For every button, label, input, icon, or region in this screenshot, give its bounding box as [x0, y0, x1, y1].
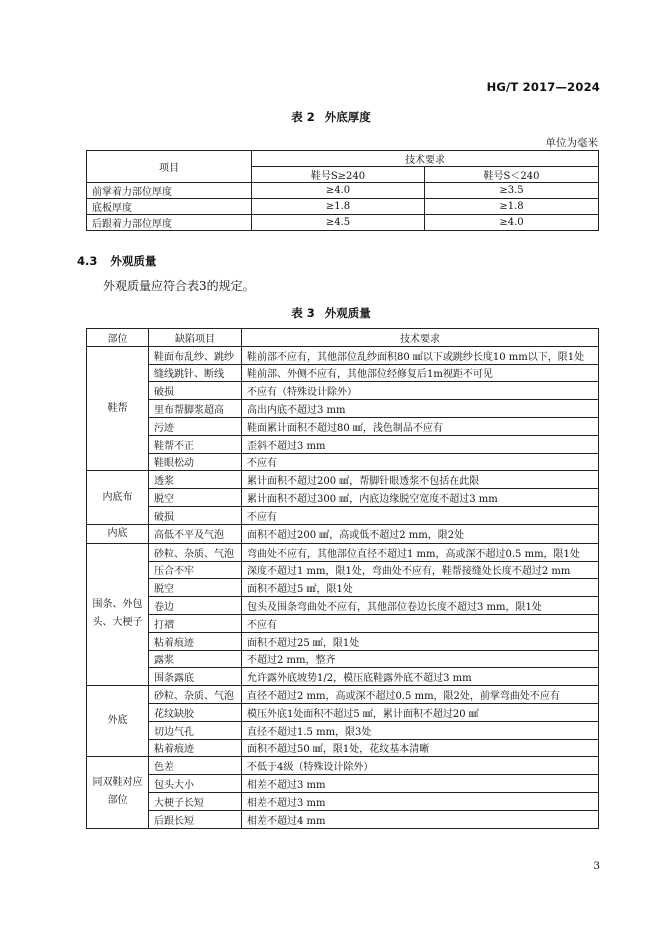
- table3-defect-cell: 粘着痕迹: [149, 739, 242, 757]
- table3-requirement-cell: 不应有: [242, 506, 599, 524]
- table-row: [87, 757, 599, 775]
- table3-requirement-cell: 面积不超过50 ㎟，限1处，花纹基本清晰: [242, 739, 599, 757]
- table3-defect-cell: 切边气孔: [149, 721, 242, 739]
- table3-requirement-cell: 包头及围条弯曲处不应有，其他部位卷边长度不超过3 mm，限1处: [242, 597, 599, 615]
- table-row: [87, 543, 599, 561]
- table3-requirement-cell: 不低于4级（特殊设计除外）: [242, 757, 599, 775]
- table2-header-a: 鞋号S≥240: [252, 167, 425, 183]
- table3-defect-cell: 花纹缺胶: [149, 703, 242, 721]
- table-row: [87, 346, 599, 364]
- table-row: [87, 400, 599, 418]
- table3-requirement-cell: 允许露外底坡势1/2，模压底鞋露外底不超过3 mm: [242, 668, 599, 686]
- table3: [86, 328, 599, 829]
- table3-requirement-cell: 面积不超过200 ㎟，高或低不超过2 mm，限2处: [242, 524, 599, 543]
- table-row: [87, 739, 599, 757]
- table2-header-b: 鞋号S＜240: [425, 167, 599, 183]
- table3-part-cell: 内底: [87, 524, 149, 543]
- table3-caption: [0, 305, 662, 321]
- table3-requirement-cell: 鞋面累计面积不超过80 ㎟，浅色制品不应有: [242, 417, 599, 435]
- table3-part-cell: 同双鞋对应部位: [87, 757, 149, 828]
- table3-requirement-cell: 鞋前部不应有，其他部位乱纱面积80 ㎟以下或跳纱长度10 mm以下，限1处: [242, 346, 599, 364]
- table3-requirement-cell: 面积不超过5 ㎟，限1处: [242, 579, 599, 597]
- table3-defect-cell: 包头大小: [149, 775, 242, 793]
- table3-defect-cell: 打褶: [149, 614, 242, 632]
- table2-unit: 单位为毫米: [545, 137, 598, 149]
- table2-caption-title: 外底厚度: [324, 110, 371, 124]
- table3-defect-cell: 里布帮脚浆超高: [149, 400, 242, 418]
- table3-defect-cell: 卷边: [149, 597, 242, 615]
- section-paragraph: 外观质量应符合表3的规定。: [103, 279, 255, 293]
- table-row: [87, 721, 599, 739]
- table-row: [87, 650, 599, 668]
- table3-defect-cell: 粘着痕迹: [149, 632, 242, 650]
- table3-defect-cell: 色差: [149, 757, 242, 775]
- table2-caption-number: 表 2: [291, 110, 315, 124]
- table3-defect-cell: 大梗子长短: [149, 792, 242, 810]
- table-row: [87, 453, 599, 471]
- table2-cell-a: ≥1.8: [252, 199, 425, 215]
- table2: [86, 150, 599, 231]
- table3-requirement-cell: 不应有: [242, 614, 599, 632]
- table-row: [87, 199, 599, 215]
- table2-cell-a: ≥4.5: [252, 215, 425, 231]
- table2-header-group: 技术要求: [252, 151, 599, 167]
- table3-defect-cell: 透浆: [149, 471, 242, 489]
- table3-requirement-cell: 相差不超过3 mm: [242, 792, 599, 810]
- standard-code: HG/T 2017—2024: [486, 80, 600, 94]
- table3-requirement-cell: 相差不超过3 mm: [242, 775, 599, 793]
- table3-defect-cell: 高低不平及气泡: [149, 524, 242, 543]
- table3-requirement-cell: 鞋前部、外侧不应有，其他部位经修复后1m视距不可见: [242, 364, 599, 382]
- table3-defect-cell: 鞋帮不正: [149, 435, 242, 453]
- table-row: [87, 215, 599, 231]
- table3-requirement-cell: 高出内底不超过3 mm: [242, 400, 599, 418]
- table3-defect-cell: 脱空: [149, 489, 242, 507]
- table3-defect-cell: 压合不牢: [149, 561, 242, 579]
- table-row: [87, 417, 599, 435]
- table3-requirement-cell: 不应有（特殊设计除外）: [242, 382, 599, 400]
- table3-part-cell: 内底布: [87, 471, 149, 524]
- table-row: [87, 668, 599, 686]
- table2-cell-b: ≥1.8: [425, 199, 599, 215]
- table3-requirement-cell: 模压外底1处面积不超过5 ㎟，累计面积不超过20 ㎟: [242, 703, 599, 721]
- table3-caption-number: 表 3: [291, 306, 315, 320]
- table3-requirement-cell: 相差不超过4 mm: [242, 810, 599, 828]
- table-row: [87, 597, 599, 615]
- table2-caption: [0, 109, 662, 125]
- table3-defect-cell: 砂粒、杂质、气泡: [149, 543, 242, 561]
- table-row: [87, 364, 599, 382]
- table3-defect-cell: 脱空: [149, 579, 242, 597]
- table2-header-item: 项目: [87, 151, 252, 183]
- table-row: [87, 471, 599, 489]
- table2-cell-b: ≥4.0: [425, 215, 599, 231]
- table3-part-cell: 鞋帮: [87, 346, 149, 471]
- table-row: [87, 506, 599, 524]
- page-number: 3: [593, 860, 600, 872]
- table3-requirement-cell: 深度不超过1 mm，限1处，弯曲处不应有，鞋帮接缝处长度不超过2 mm: [242, 561, 599, 579]
- table3-header-part: 部位: [87, 329, 149, 347]
- table-row: [87, 614, 599, 632]
- table3-part-cell: 外底: [87, 686, 149, 757]
- table3-requirement-cell: 直径不超过1.5 mm，限3处: [242, 721, 599, 739]
- table-row: [87, 686, 599, 704]
- table3-defect-cell: 污迹: [149, 417, 242, 435]
- table-row: [87, 489, 599, 507]
- table-row: [87, 382, 599, 400]
- table-row: [87, 435, 599, 453]
- table3-defect-cell: 鞋眼松动: [149, 453, 242, 471]
- table-row: [87, 810, 599, 828]
- table3-defect-cell: 砂粒、杂质、气泡: [149, 686, 242, 704]
- table3-defect-cell: 后跟长短: [149, 810, 242, 828]
- table3-requirement-cell: 不应有: [242, 453, 599, 471]
- table-row: [87, 632, 599, 650]
- table3-defect-cell: 露浆: [149, 650, 242, 668]
- table3-defect-cell: 鞋面布乱纱、跳纱: [149, 346, 242, 364]
- table2-cell-item: 前掌着力部位厚度: [87, 183, 252, 199]
- table3-part-cell: 围条、外包头、大梗子: [87, 543, 149, 685]
- table-row: [87, 775, 599, 793]
- table-row: [87, 703, 599, 721]
- table3-defect-cell: 破损: [149, 506, 242, 524]
- table3-requirement-cell: 直径不超过2 mm，高或深不超过0.5 mm，限2处，前掌弯曲处不应有: [242, 686, 599, 704]
- table3-requirement-cell: 歪斜不超过3 mm: [242, 435, 599, 453]
- table2-cell-b: ≥3.5: [425, 183, 599, 199]
- table3-requirement-cell: 累计面积不超过200 ㎟，帮脚针眼透浆不包括在此限: [242, 471, 599, 489]
- table-row: [87, 561, 599, 579]
- table3-defect-cell: 破损: [149, 382, 242, 400]
- table-row: [87, 579, 599, 597]
- section-heading: [77, 253, 156, 269]
- table3-header-defect: 缺陷项目: [149, 329, 242, 347]
- table3-header-requirement: 技术要求: [242, 329, 599, 347]
- table2-cell-a: ≥4.0: [252, 183, 425, 199]
- table2-cell-item: 后跟着力部位厚度: [87, 215, 252, 231]
- table3-requirement-cell: 弯曲处不应有，其他部位直径不超过1 mm，高或深不超过0.5 mm，限1处: [242, 543, 599, 561]
- table3-caption-title: 外观质量: [324, 306, 371, 320]
- table3-requirement-cell: 不超过2 mm，整齐: [242, 650, 599, 668]
- table-row: [87, 524, 599, 543]
- table3-defect-cell: 围条露底: [149, 668, 242, 686]
- table3-defect-cell: 缝线跳针、断线: [149, 364, 242, 382]
- section-title: 外观质量: [110, 254, 157, 268]
- table3-requirement-cell: 面积不超过25 ㎟，限1处: [242, 632, 599, 650]
- table-row: [87, 183, 599, 199]
- table2-cell-item: 底板厚度: [87, 199, 252, 215]
- section-number: 4.3: [77, 254, 98, 268]
- table3-requirement-cell: 累计面积不超过300 ㎟，内底边缘脱空宽度不超过3 mm: [242, 489, 599, 507]
- table-row: [87, 792, 599, 810]
